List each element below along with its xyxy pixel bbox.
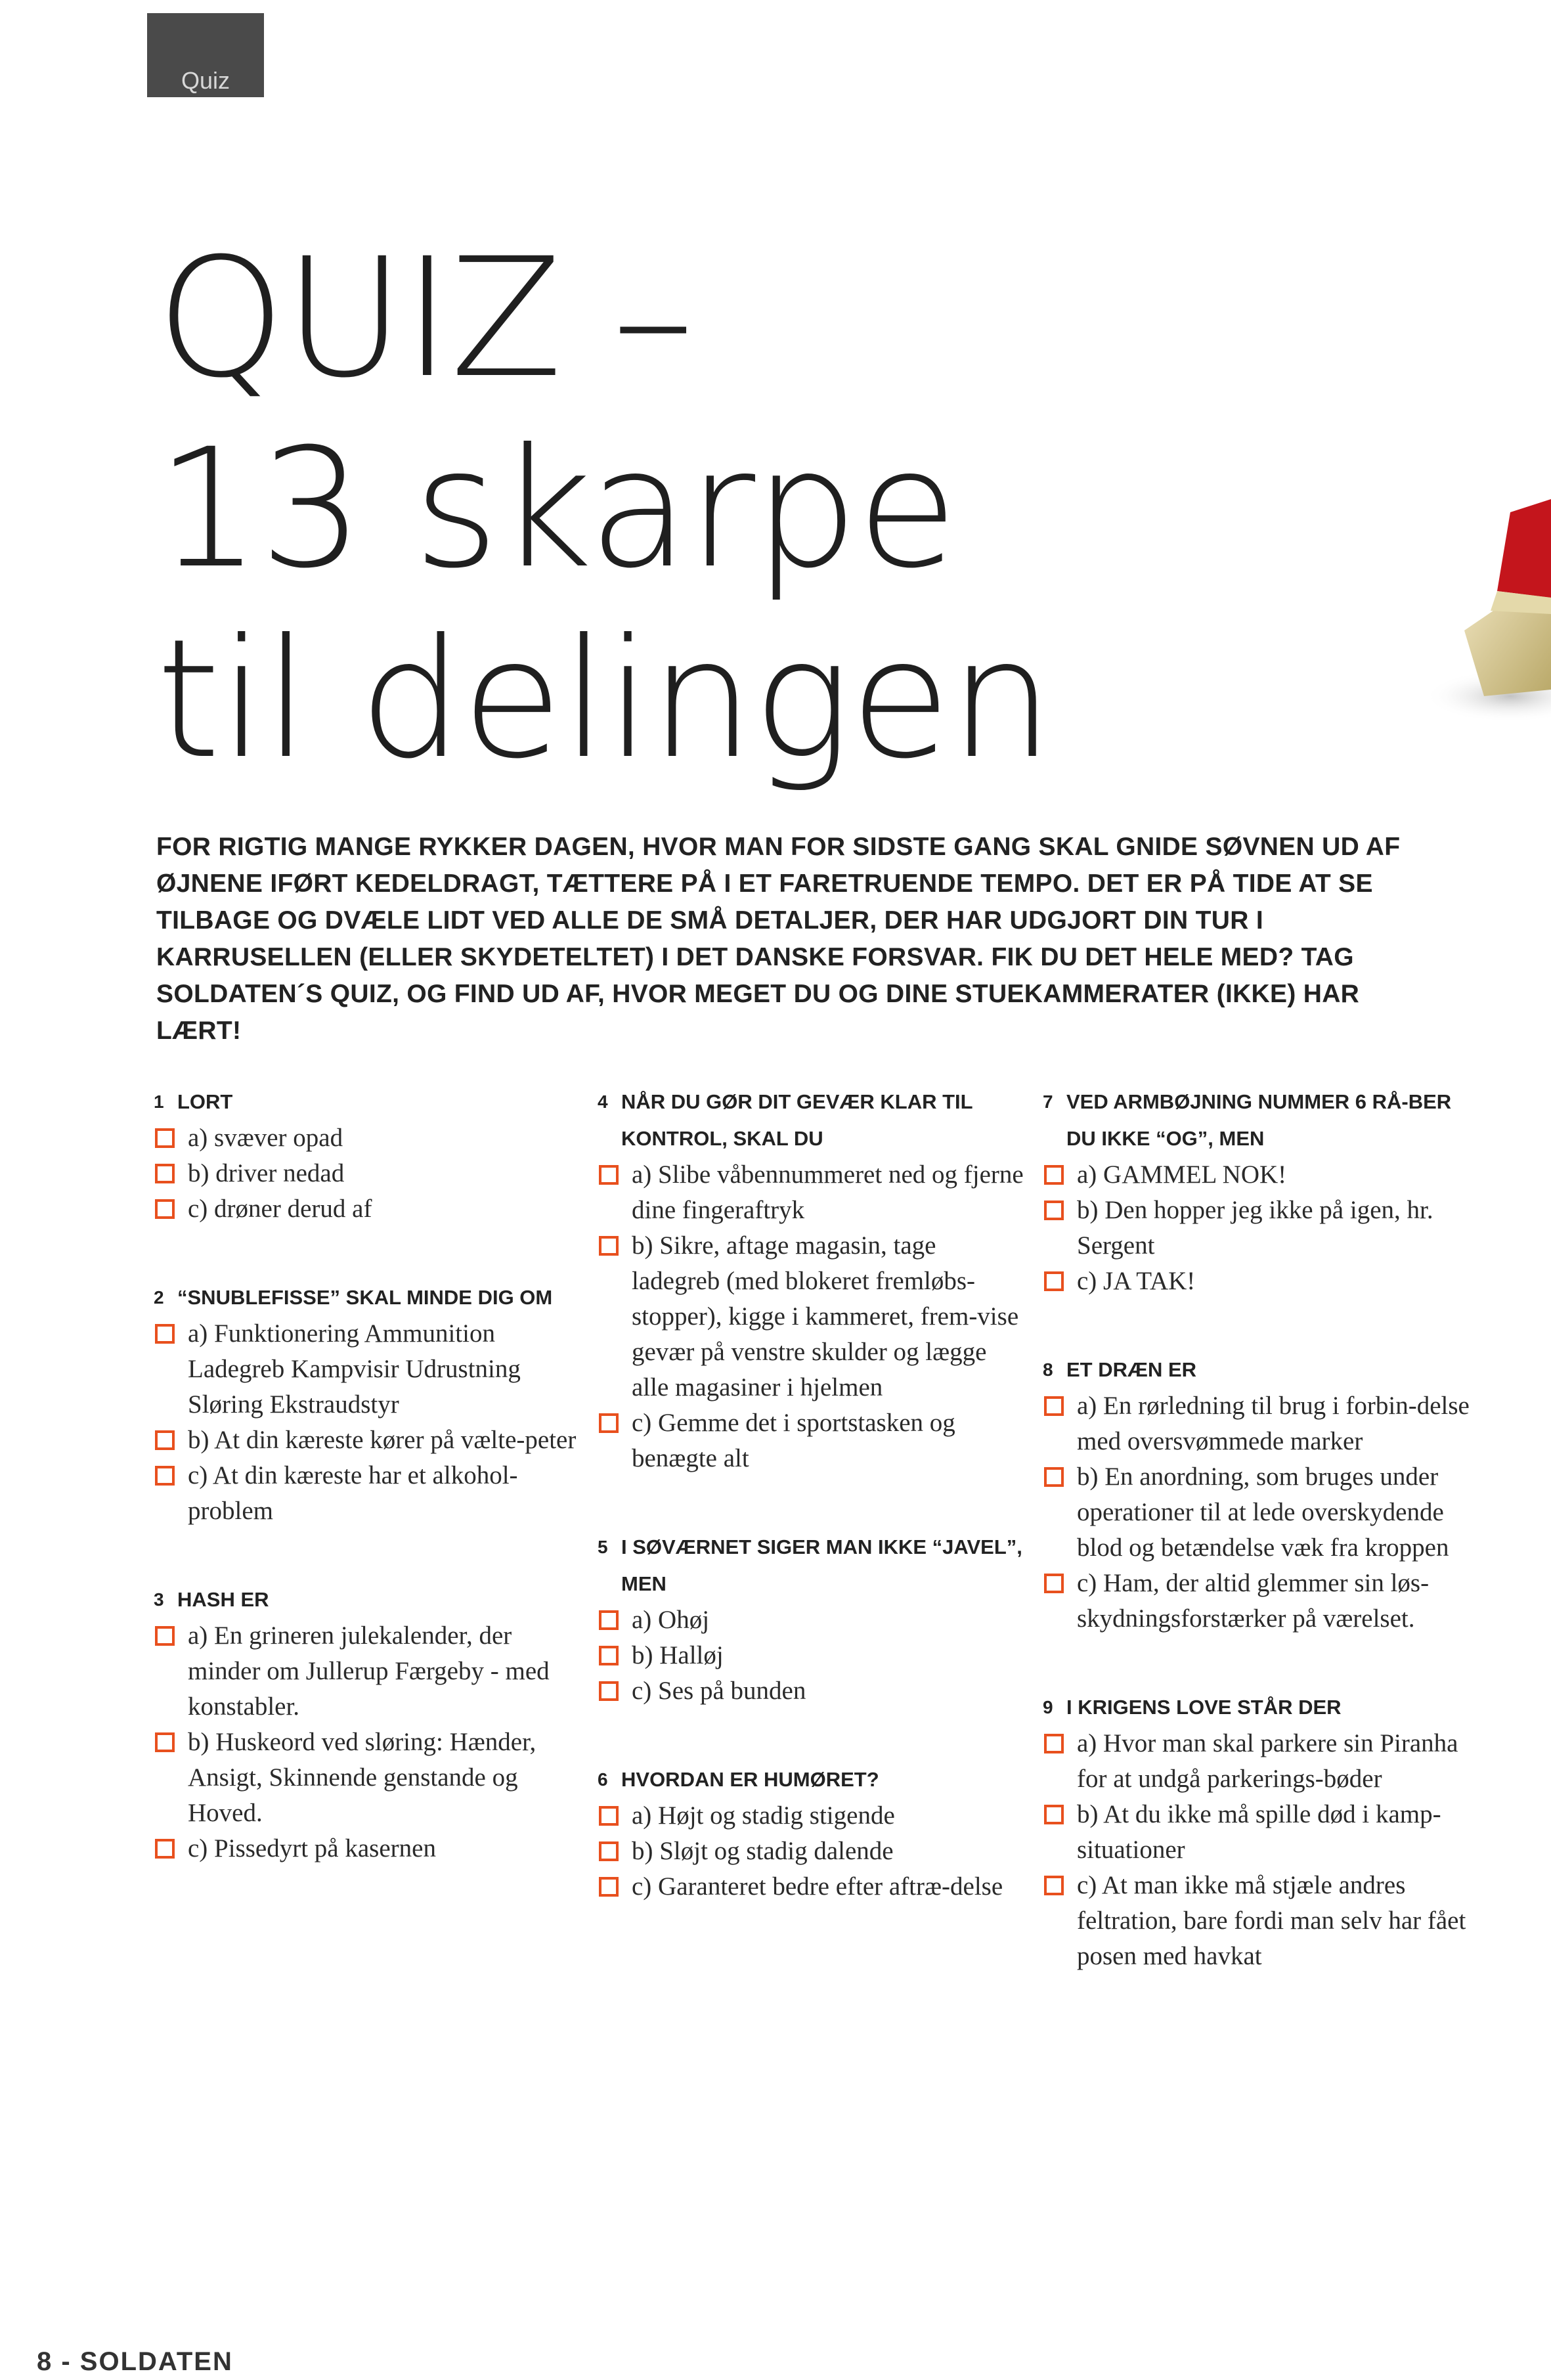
checkbox[interactable] — [1044, 1574, 1064, 1593]
answer-option[interactable] — [154, 1316, 580, 1422]
question — [1043, 1352, 1470, 1637]
answer-option[interactable] — [598, 1228, 1024, 1405]
answer-option-text: a) En grineren julekalender, der minder om Jullerup Færgeby - med konstabler. — [188, 1621, 550, 1721]
questions-column-1 — [154, 1084, 580, 1919]
question — [154, 1279, 580, 1529]
section-tag-label: Quiz — [181, 67, 230, 94]
answer-option-text: a) Højt og stadig stigende — [632, 1801, 895, 1830]
checkbox[interactable] — [155, 1430, 175, 1450]
question-text: I SØVÆRNET SIGER MAN IKKE “JAVEL”, MEN — [621, 1535, 1022, 1595]
checkbox[interactable] — [1044, 1876, 1064, 1895]
title-line-1: QUIZ – — [156, 223, 693, 414]
checkbox[interactable] — [1044, 1734, 1064, 1753]
answer-option[interactable] — [1043, 1797, 1470, 1868]
questions-column-3 — [1043, 1084, 1470, 2027]
answer-option-text: c) Ses på bunden — [632, 1677, 806, 1705]
question-number: 3 — [154, 1589, 164, 1610]
checkbox[interactable] — [599, 1646, 619, 1665]
checkbox[interactable] — [1044, 1805, 1064, 1824]
question-number: 9 — [1043, 1697, 1053, 1717]
answer-option-text: c) Pissedyrt på kasernen — [188, 1834, 436, 1862]
title-line-3: til delingen — [156, 604, 1053, 795]
question-text: HASH ER — [177, 1588, 269, 1611]
question-text: “SNUBLEFISSE” SKAL MINDE DIG OM — [177, 1286, 553, 1309]
checkbox[interactable] — [599, 1681, 619, 1701]
checkbox[interactable] — [155, 1626, 175, 1646]
checkbox[interactable] — [599, 1610, 619, 1630]
checkbox[interactable] — [599, 1877, 619, 1897]
question-number: 6 — [598, 1769, 608, 1790]
decorative-object-image — [1412, 499, 1551, 736]
answer-option-text: a) Funktionering Ammunition Ladegreb Kampvisir Udrustning Sløring Ekstraudstyr — [188, 1319, 521, 1419]
question-number: 5 — [598, 1537, 608, 1557]
answer-option-text: b) Den hopper jeg ikke på igen, hr. Sergent — [1077, 1196, 1433, 1260]
page-footer: 8 - SOLDATEN — [37, 2347, 233, 2376]
checkbox[interactable] — [155, 1466, 175, 1486]
answer-option[interactable] — [1043, 1264, 1470, 1299]
answer-option-text: a) svæver opad — [188, 1124, 343, 1152]
answer-option[interactable] — [1043, 1459, 1470, 1566]
answer-option[interactable] — [154, 1156, 580, 1191]
question-number: 8 — [1043, 1359, 1053, 1380]
question-text: ET DRÆN ER — [1066, 1358, 1197, 1381]
answer-option[interactable] — [1043, 1726, 1470, 1797]
question — [598, 1084, 1024, 1476]
question — [154, 1084, 580, 1227]
checkbox[interactable] — [155, 1839, 175, 1859]
answer-option[interactable] — [598, 1673, 1024, 1709]
checkbox[interactable] — [599, 1841, 619, 1861]
checkbox[interactable] — [599, 1806, 619, 1826]
question-heading — [154, 1581, 580, 1618]
answer-option[interactable] — [154, 1120, 580, 1156]
question-number: 1 — [154, 1091, 164, 1112]
answer-option-text: a) GAMMEL NOK! — [1077, 1160, 1287, 1189]
answer-option-text: a) Ohøj — [632, 1606, 710, 1634]
checkbox[interactable] — [155, 1324, 175, 1344]
answer-option-text: b) driver nedad — [188, 1159, 345, 1187]
answer-option[interactable] — [1043, 1868, 1470, 1974]
answer-option[interactable] — [154, 1831, 580, 1866]
question-text: NÅR DU GØR DIT GEVÆR KLAR TIL KONTROL, SKAL DU — [621, 1090, 973, 1150]
question-number: 7 — [1043, 1091, 1053, 1112]
questions-column-2 — [598, 1084, 1024, 1957]
question — [1043, 1689, 1470, 1974]
checkbox[interactable] — [1044, 1396, 1064, 1416]
answer-option-text: c) Gemme det i sportstasken og benægte alt — [632, 1409, 955, 1472]
checkbox[interactable] — [599, 1236, 619, 1256]
checkbox[interactable] — [1044, 1165, 1064, 1185]
answer-option-text: c) drøner derud af — [188, 1195, 372, 1223]
answer-option-text: b) At du ikke må spille død i kamp-situationer — [1077, 1800, 1441, 1864]
question — [154, 1581, 580, 1866]
answer-option[interactable] — [598, 1834, 1024, 1869]
title-line-2: 13 skarpe — [156, 413, 957, 604]
question-heading — [1043, 1084, 1470, 1157]
answer-option[interactable] — [598, 1638, 1024, 1673]
answer-option[interactable] — [598, 1602, 1024, 1638]
answer-option-text: a) Hvor man skal parkere sin Piranha for at undgå parkerings-bøder — [1077, 1729, 1458, 1793]
checkbox[interactable] — [1044, 1201, 1064, 1220]
question-heading — [598, 1084, 1024, 1157]
question-heading — [1043, 1689, 1470, 1726]
question-heading — [1043, 1352, 1470, 1388]
checkbox[interactable] — [155, 1732, 175, 1752]
answer-option[interactable] — [154, 1458, 580, 1529]
page-title — [156, 223, 1273, 795]
answer-option-text: c) Garanteret bedre efter aftræ-delse — [632, 1872, 1003, 1901]
question-text: HVORDAN ER HUMØRET? — [621, 1768, 879, 1791]
checkbox[interactable] — [599, 1165, 619, 1185]
answer-option[interactable] — [1043, 1388, 1470, 1459]
question-heading — [154, 1279, 580, 1316]
checkbox[interactable] — [1044, 1467, 1064, 1487]
checkbox[interactable] — [599, 1413, 619, 1433]
answer-option-text: c) At din kæreste har et alkohol-problem — [188, 1461, 518, 1525]
question-heading — [598, 1761, 1024, 1798]
answer-option[interactable] — [154, 1725, 580, 1831]
answer-option[interactable] — [154, 1191, 580, 1227]
answer-option-text: b) En anordning, som bruges under operationer til at lede overskydende blod og betændelse væk fra kroppen — [1077, 1463, 1449, 1562]
answer-option-text: a) Slibe våbennummeret ned og fjerne dine fingeraftryk — [632, 1160, 1024, 1224]
answer-option-text: b) Sikre, aftage magasin, tage ladegreb (med blokeret fremløbs-stopper), kigge i kammeret, frem-vise gevær på venstre skulder og lægge alle magasiner i hjelmen — [632, 1231, 1019, 1401]
answer-option[interactable] — [1043, 1566, 1470, 1637]
answer-option-text: b) Halløj — [632, 1641, 724, 1669]
question-heading — [598, 1529, 1024, 1602]
answer-option-text: b) Huskeord ved sløring: Hænder, Ansigt, Skinnende genstande og Hoved. — [188, 1728, 536, 1827]
question-text: VED ARMBØJNING NUMMER 6 RÅ-BER DU IKKE “OG”, MEN — [1066, 1090, 1452, 1150]
checkbox[interactable] — [155, 1128, 175, 1148]
question-text: I KRIGENS LOVE STÅR DER — [1066, 1696, 1342, 1719]
question — [598, 1529, 1024, 1709]
answer-option[interactable] — [154, 1422, 580, 1458]
answer-option[interactable] — [598, 1157, 1024, 1228]
answer-option[interactable] — [154, 1618, 580, 1725]
intro-text: FOR RIGTIG MANGE RYKKER DAGEN, HVOR MAN FOR SIDSTE GANG SKAL GNIDE SØVNEN UD AF ØJNENE IFØRT KEDELDRAGT, TÆTTERE PÅ I ET FARETRUENDE TEMPO. DET ER PÅ TIDE AT SE TILBAGE OG DVÆLE LIDT VED ALLE DE SMÅ DETALJER, DER HAR UDGJORT DIN TUR I KARRUSELLEN (ELLER SKYDETELTET) I DET DANSKE FORSVAR. FIK DU DET HELE MED? TAG SOLDATEN´S QUIZ, OG FIND UD AF, HVOR MEGET DU OG DINE STUEKAMMERATER (IKKE) HAR LÆRT! — [156, 833, 1401, 1045]
answer-option-text: b) Sløjt og stadig dalende — [632, 1837, 894, 1865]
question — [1043, 1084, 1470, 1299]
answer-option[interactable] — [598, 1405, 1024, 1476]
checkbox[interactable] — [155, 1199, 175, 1219]
answer-option-text: a) En rørledning til brug i forbin-delse med oversvømmede marker — [1077, 1392, 1470, 1455]
question-heading — [154, 1084, 580, 1120]
answer-option[interactable] — [1043, 1193, 1470, 1264]
checkbox[interactable] — [155, 1164, 175, 1183]
question-number: 2 — [154, 1287, 164, 1308]
section-tag — [147, 13, 264, 97]
answer-option-text: c) JA TAK! — [1077, 1267, 1196, 1295]
answer-option[interactable] — [598, 1869, 1024, 1905]
question — [598, 1761, 1024, 1905]
answer-option-text: c) At man ikke må stjæle andres feltration, bare fordi man selv har fået posen med havkat — [1077, 1871, 1466, 1970]
answer-option[interactable] — [598, 1798, 1024, 1834]
answer-option[interactable] — [1043, 1157, 1470, 1193]
question-number: 4 — [598, 1091, 608, 1112]
checkbox[interactable] — [1044, 1271, 1064, 1291]
question-text: LORT — [177, 1090, 233, 1113]
answer-option-text: c) Ham, der altid glemmer sin løs-skydningsforstærker på værelset. — [1077, 1569, 1430, 1633]
answer-option-text: b) At din kæreste kører på vælte-peter — [188, 1426, 577, 1454]
